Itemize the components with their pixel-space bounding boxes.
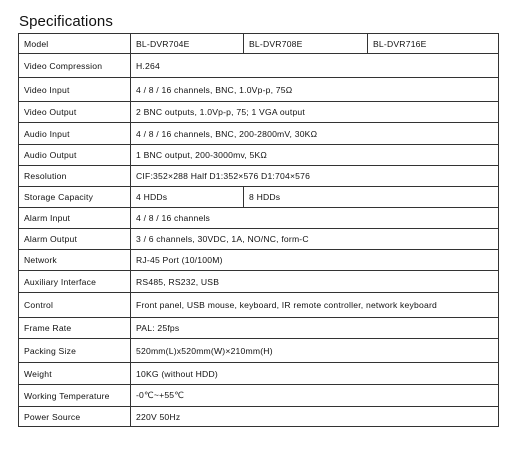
row-value: Front panel, USB mouse, keyboard, IR remote controller, network keyboard [131,293,499,318]
row-label: Control [19,293,131,318]
row-value: -0℃~+55℃ [131,385,499,407]
row-value: 4 / 8 / 16 channels, BNC, 1.0Vp-p, 75Ω [131,78,499,102]
row-value: 520mm(L)x520mm(W)×210mm(H) [131,339,499,363]
row-label: Video Compression [19,54,131,78]
table-row-model [19,34,499,54]
row-label: Network [19,250,131,271]
row-label: Video Output [19,102,131,123]
table-row [19,363,499,385]
row-label: Auxiliary Interface [19,271,131,293]
specifications-table [18,33,499,427]
table-row [19,166,499,187]
row-label: Audio Input [19,123,131,145]
table-row [19,385,499,407]
row-value: 4 / 8 / 16 channels [131,208,499,229]
row-value: CIF:352×288 Half D1:352×576 D1:704×576 [131,166,499,187]
row-value: 1 BNC output, 200-3000mv, 5KΩ [131,145,499,166]
model-cell: BL-DVR704E [131,34,244,54]
row-label: Resolution [19,166,131,187]
table-row [19,229,499,250]
row-label: Storage Capacity [19,187,131,208]
table-row [19,271,499,293]
row-label: Frame Rate [19,318,131,339]
table-row [19,123,499,145]
row-value: RJ-45 Port (10/100M) [131,250,499,271]
page-title: Specifications [19,13,113,30]
model-cell: BL-DVR716E [368,34,499,54]
table-row [19,187,499,208]
row-value: 2 BNC outputs, 1.0Vp-p, 75; 1 VGA output [131,102,499,123]
table-row [19,250,499,271]
row-value: 4 HDDs [131,187,244,208]
table-row [19,54,499,78]
row-value: 4 / 8 / 16 channels, BNC, 200-2800mV, 30KΩ [131,123,499,145]
row-label: Packing Size [19,339,131,363]
row-value: PAL: 25fps [131,318,499,339]
row-label: Working Temperature [19,385,131,407]
row-label: Alarm Output [19,229,131,250]
row-value: 3 / 6 channels, 30VDC, 1A, NO/NC, form-C [131,229,499,250]
table-row [19,318,499,339]
row-label: Audio Output [19,145,131,166]
row-label: Weight [19,363,131,385]
table-row [19,78,499,102]
table-row [19,208,499,229]
row-value: RS485, RS232, USB [131,271,499,293]
row-value: 10KG (without HDD) [131,363,499,385]
table-row [19,102,499,123]
table-row [19,145,499,166]
model-cell: BL-DVR708E [244,34,368,54]
row-label: Video Input [19,78,131,102]
table-row [19,407,499,427]
row-label: Power Source [19,407,131,427]
table-row [19,339,499,363]
row-value: H.264 [131,54,499,78]
table-row [19,293,499,318]
row-value: 220V 50Hz [131,407,499,427]
row-value: 8 HDDs [244,187,499,208]
row-label: Alarm Input [19,208,131,229]
row-label-model: Model [19,34,131,54]
